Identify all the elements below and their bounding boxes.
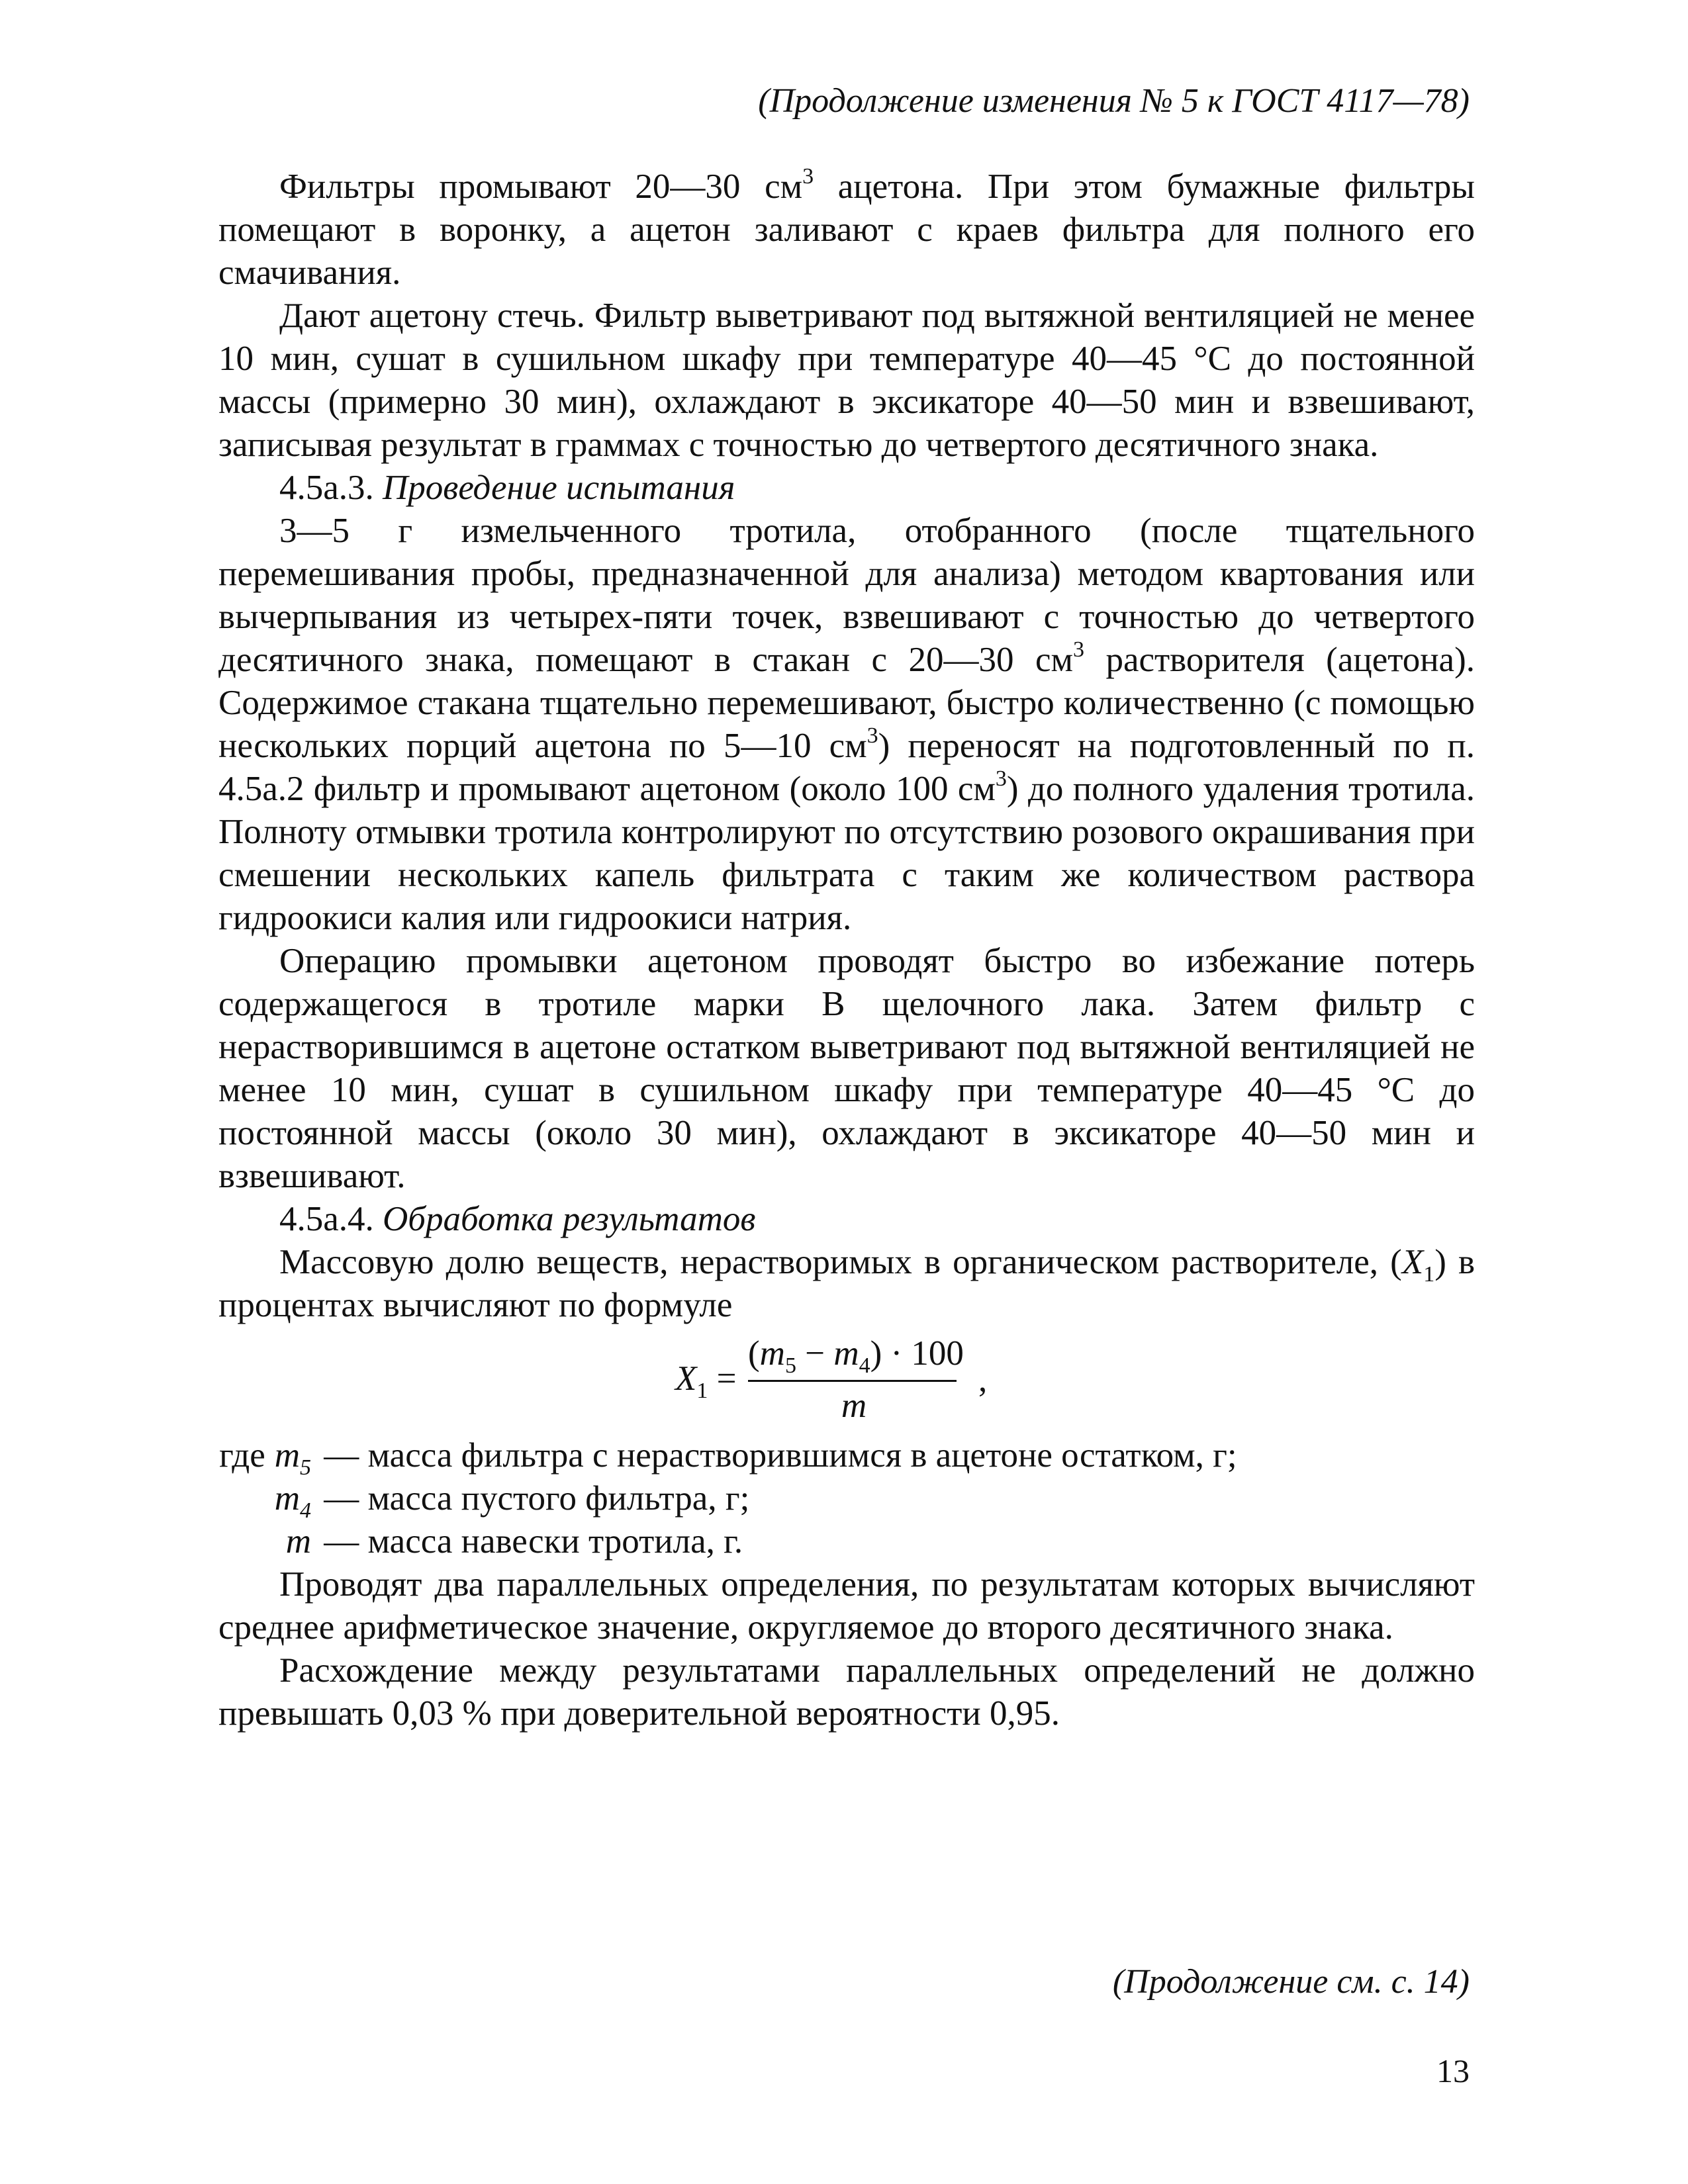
- paragraph-mass-fraction: [218, 1241, 1475, 1327]
- definition-text: — масса навески тротила, г.: [324, 1522, 743, 1561]
- subscript: 4: [859, 1353, 870, 1378]
- subscript: 5: [300, 1455, 311, 1480]
- paragraph-text: растворителя (ацетона). Содержимое стакана тщательно перемешивают, быстро количественно (с помощью нескольких порций ацетона по 5—10 см: [218, 641, 1475, 765]
- definition-symbol: [218, 1520, 311, 1563]
- subscript: 1: [696, 1379, 708, 1403]
- paragraph-test-procedure: [218, 510, 1475, 940]
- superscript: 3: [995, 766, 1007, 791]
- formula-denominator: m: [841, 1387, 867, 1425]
- paragraph-filter-washing: [218, 165, 1475, 295]
- paragraph-washing-operation: Операцию промывки ацетоном проводят быстро во избежание потерь содержащегося в тротиле марки В щелочного лака. Затем фильтр с нерастворившимся в ацетоне остатком выветривают под вытяжной вентиляцией не менее 10 мин, сушат в сушильном шкафу при температуре 40—45 °С до постоянной массы (около 30 мин), охлаждают в эксикаторе 40—50 мин и взвешивают.: [218, 942, 1475, 1195]
- where-prefix: где: [219, 1436, 265, 1475]
- continuation-note: (Продолжение см. с. 14): [1112, 1963, 1470, 2001]
- paragraph-parallel-determinations: Проводят два параллельных определения, по результатам которых вычисляют среднее арифметическое значение, округляемое до второго десятичного знака.: [218, 1565, 1475, 1647]
- variable: m: [833, 1334, 859, 1373]
- page-number: 13: [1436, 2052, 1470, 2089]
- paragraph-text: ) до полного удаления тротила. Полноту отмывки тротила контролируют по отсутствию розового окрашивания при смешении нескольких капель фильтрата с таким же количеством раствора гидроокиси калия или гидроокиси натрия.: [218, 770, 1476, 937]
- paren: (: [748, 1334, 760, 1373]
- definition-text: — масса пустого фильтра, г;: [324, 1479, 750, 1518]
- superscript: 3: [802, 164, 814, 189]
- superscript: 3: [1073, 637, 1085, 662]
- definition-symbol: [218, 1477, 311, 1523]
- fraction-bar: [748, 1380, 957, 1382]
- definition-text: — масса фильтра с нерастворившимся в ацетоне остатком, г;: [324, 1436, 1237, 1475]
- formula-lhs: [675, 1357, 737, 1403]
- section-heading-4-5a-3: [218, 467, 1475, 510]
- section-number: 4.5а.4.: [279, 1200, 383, 1238]
- definition-symbol: [218, 1434, 311, 1480]
- paragraph-text: Массовую долю веществ, нерастворимых в органическом растворителе, (: [279, 1243, 1402, 1281]
- document-body: [218, 165, 1475, 1735]
- formula-numerator: [748, 1332, 964, 1378]
- subscript: 4: [300, 1498, 311, 1523]
- formula-fraction: [748, 1332, 964, 1428]
- minus-sign: −: [796, 1334, 834, 1373]
- variable: m: [759, 1334, 785, 1373]
- paren: ) · 100: [870, 1334, 964, 1373]
- running-header: (Продолжение изменения № 5 к ГОСТ 4117—78): [758, 82, 1470, 120]
- subscript: 1: [1423, 1262, 1435, 1287]
- paragraph-text: 3—5 г измельченного тротила, отобранного (после тщательного перемешивания пробы, предназначенной для анализа) методом квартования или вычерпывания из четырех-пяти точек, взвешивают с точностью до четвертого десятичного знака, помещают в стакан с 20—30 см: [218, 512, 1475, 679]
- section-number: 4.5а.3.: [279, 469, 383, 507]
- formula-comma: ,: [978, 1361, 988, 1399]
- definition-row: [218, 1434, 1475, 1480]
- formula-x1: [218, 1332, 1475, 1432]
- section-title: Проведение испытания: [383, 469, 735, 507]
- variable: X: [1401, 1243, 1424, 1281]
- variable: m: [285, 1522, 311, 1561]
- paragraph-drying: Дают ацетону стечь. Фильтр выветривают под вытяжной вентиляцией не менее 10 мин, сушат в сушильном шкафу при температуре 40—45 °С до постоянной массы (примерно 30 мин), охлаждают в эксикаторе 40—50 мин и взвешивают, записывая результат в граммах с точностью до четвертого десятичного знака.: [218, 296, 1475, 464]
- variable-definitions: [218, 1434, 1475, 1563]
- section-heading-4-5a-4: [218, 1198, 1475, 1241]
- variable: m: [274, 1479, 300, 1518]
- variable: X: [675, 1359, 697, 1398]
- definition-row: [218, 1477, 1475, 1523]
- section-title: Обработка результатов: [383, 1200, 756, 1238]
- paragraph-text: Фильтры промывают 20—30 см: [279, 167, 803, 206]
- subscript: 5: [784, 1353, 796, 1378]
- paragraph-discrepancy: Расхождение между результатами параллельных определений не должно превышать 0,03 % при доверительной вероятности 0,95.: [218, 1651, 1475, 1733]
- definition-row: [218, 1520, 1475, 1563]
- equals-sign: =: [708, 1359, 737, 1398]
- variable: m: [274, 1436, 300, 1475]
- paragraph-text: ) переносят на подготовленный по п. 4.5а.2 фильтр и промывают ацетоном (около 100 см: [218, 727, 1475, 808]
- superscript: 3: [867, 723, 878, 748]
- paragraph-text: ) в процентах вычисляют по формуле: [218, 1243, 1475, 1324]
- paragraph-text: ацетона. При этом бумажные фильтры помещают в воронку, а ацетон заливают с краев фильтра для полного его смачивания.: [218, 167, 1475, 292]
